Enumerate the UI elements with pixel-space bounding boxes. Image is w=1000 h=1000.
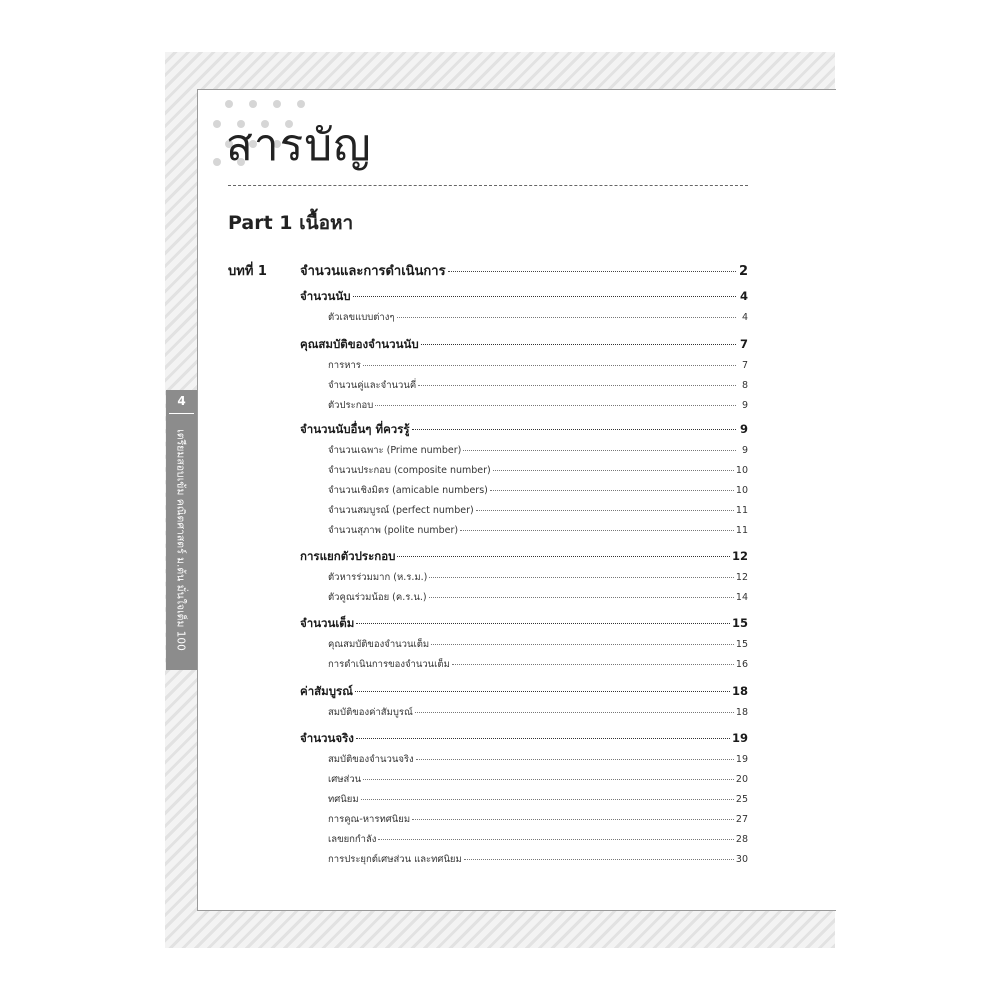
toc-section-entry[interactable] <box>300 421 748 439</box>
toc-subsection-page: 9 <box>741 445 748 456</box>
toc-section-entry[interactable] <box>300 615 748 633</box>
dot-leader <box>429 597 734 598</box>
toc-subsection-title: จำนวนสมบูรณ์ (perfect number) <box>328 505 474 516</box>
chapter-label: บทที่ 1 <box>228 264 267 279</box>
toc-subsection-title: สมบัติของค่าสัมบูรณ์ <box>328 707 413 718</box>
toc-section-entry[interactable] <box>300 548 748 566</box>
toc-section-title: การแยกตัวประกอบ <box>300 549 396 563</box>
toc-subsection-entry[interactable] <box>328 503 748 518</box>
side-tab <box>166 390 197 670</box>
dot-leader <box>460 530 734 531</box>
toc-subsection-page: 25 <box>735 794 748 805</box>
side-separator <box>169 413 194 414</box>
toc-section-title: คุณสมบัติของจำนวนนับ <box>300 337 419 351</box>
toc-subsection-page: 30 <box>735 854 748 865</box>
dot-leader <box>490 490 734 491</box>
toc-section-title: จำนวนนับ <box>300 289 351 303</box>
toc-subsection-entry[interactable] <box>328 570 748 585</box>
dot-leader <box>429 577 734 578</box>
toc-section-entry[interactable] <box>300 730 748 748</box>
dot-leader <box>412 819 734 820</box>
toc-subsection-entry[interactable] <box>328 705 748 720</box>
dot-leader <box>415 712 734 713</box>
toc-subsection-page: 4 <box>741 312 748 323</box>
toc-subsection-title: ตัวหารร่วมมาก (ห.ร.ม.) <box>328 572 428 583</box>
toc-subsection-title: คุณสมบัติของจำนวนเต็ม <box>328 639 430 650</box>
dot-leader <box>375 405 736 406</box>
toc-section-title: จำนวนนับอื่นๆ ที่ควรรู้ <box>300 422 410 436</box>
toc-subsection-page: 11 <box>735 525 748 536</box>
toc-section-title: จำนวนจริง <box>300 731 354 745</box>
part-heading: Part 1 เนื้อหา <box>228 212 354 234</box>
toc-subsection-entry[interactable] <box>328 637 748 652</box>
toc-subsection-entry[interactable] <box>328 752 748 767</box>
toc-subsection-entry[interactable] <box>328 772 748 787</box>
toc-subsection-entry[interactable] <box>328 463 748 478</box>
side-book-title: เตรียมสอบเข้ม คณิตศาสตร์ ม.ต้น มั่นใจเต็ม 100 <box>174 429 187 651</box>
toc-subsection-entry[interactable] <box>328 852 748 867</box>
toc-subsection-entry[interactable] <box>328 812 748 827</box>
dot-leader <box>431 644 734 645</box>
toc-section-entry[interactable] <box>300 683 748 701</box>
dot-leader <box>416 759 734 760</box>
toc-subsection-page: 18 <box>735 707 748 718</box>
dot-leader <box>363 779 734 780</box>
toc-subsection-title: การหาร <box>328 360 361 371</box>
dot-leader <box>353 296 736 297</box>
toc-subsection-entry[interactable] <box>328 483 748 498</box>
dot-leader <box>356 738 730 739</box>
toc-subsection-page: 16 <box>735 659 748 670</box>
toc-subsection-page: 9 <box>741 400 748 411</box>
toc-subsection-entry[interactable] <box>328 378 748 393</box>
toc-subsection-page: 7 <box>741 360 748 371</box>
toc-subsection-page: 10 <box>735 465 748 476</box>
toc-subsection-page: 10 <box>735 485 748 496</box>
toc-subsection-title: ตัวเลขแบบต่างๆ <box>328 312 395 323</box>
toc-subsection-title: สมบัติของจำนวนจริง <box>328 754 414 765</box>
toc-subsection-title: จำนวนเฉพาะ (Prime number) <box>328 445 462 456</box>
toc-chapter-page: 2 <box>738 264 748 279</box>
toc-section-page: 18 <box>731 684 748 698</box>
title-divider <box>228 185 748 186</box>
dot-leader <box>397 317 737 318</box>
toc-subsection-page: 14 <box>735 592 748 603</box>
dot-leader <box>397 556 730 557</box>
dot-leader <box>378 839 733 840</box>
dot-leader <box>363 365 736 366</box>
dot-leader <box>452 664 734 665</box>
side-page-number: 4 <box>177 394 186 408</box>
toc-subsection-page: 27 <box>735 814 748 825</box>
toc-chapter-title: จำนวนและการดำเนินการ <box>300 264 446 279</box>
toc-subsection-entry[interactable] <box>328 523 748 538</box>
toc-subsection-title: ตัวคูณร่วมน้อย (ค.ร.น.) <box>328 592 427 603</box>
page-title: สารบัญ <box>226 120 372 171</box>
toc-subsection-title: จำนวนสุภาพ (polite number) <box>328 525 459 536</box>
toc-subsection-title: การคูณ-หารทศนิยม <box>328 814 411 825</box>
dot-leader <box>493 470 734 471</box>
toc-section-page: 4 <box>739 289 748 303</box>
toc-subsection-title: เศษส่วน <box>328 774 362 785</box>
toc-subsection-entry[interactable] <box>328 443 748 458</box>
toc-subsection-page: 12 <box>735 572 748 583</box>
toc-subsection-title: เลขยกกำลัง <box>328 834 377 845</box>
toc-section-entry[interactable] <box>300 288 748 306</box>
toc-subsection-entry[interactable] <box>328 358 748 373</box>
toc-subsection-entry[interactable] <box>328 590 748 605</box>
dot-leader <box>418 385 736 386</box>
toc-subsection-page: 11 <box>735 505 748 516</box>
toc-subsection-title: การประยุกต์เศษส่วน และทศนิยม <box>328 854 462 865</box>
toc-section-page: 19 <box>731 731 748 745</box>
toc-subsection-title: จำนวนคู่และจำนวนคี่ <box>328 380 417 391</box>
toc-section-page: 9 <box>739 422 748 436</box>
toc-section-title: ค่าสัมบูรณ์ <box>300 684 353 698</box>
toc-subsection-entry[interactable] <box>328 832 748 847</box>
toc-chapter-entry[interactable] <box>300 260 748 281</box>
toc-section-page: 7 <box>739 337 748 351</box>
toc-subsection-entry[interactable] <box>328 398 748 413</box>
dot-leader <box>361 799 734 800</box>
toc-subsection-page: 15 <box>735 639 748 650</box>
toc-subsection-page: 8 <box>741 380 748 391</box>
dot-leader <box>356 623 730 624</box>
toc-subsection-title: ตัวประกอบ <box>328 400 374 411</box>
toc-section-entry[interactable] <box>300 336 748 354</box>
dot-leader <box>476 510 734 511</box>
toc-subsection-title: การดำเนินการของจำนวนเต็ม <box>328 659 450 670</box>
toc-subsection-entry[interactable] <box>328 310 748 325</box>
toc-subsection-title: จำนวนเชิงมิตร (amicable numbers) <box>328 485 488 496</box>
toc-subsection-entry[interactable] <box>328 792 748 807</box>
toc-subsection-page: 28 <box>735 834 748 845</box>
dot-leader <box>412 429 736 430</box>
dot-leader <box>448 271 736 272</box>
dot-leader <box>463 450 736 451</box>
toc-subsection-title: จำนวนประกอบ (composite number) <box>328 465 491 476</box>
toc-subsection-page: 20 <box>735 774 748 785</box>
dot-leader <box>464 859 734 860</box>
toc-subsection-title: ทศนิยม <box>328 794 359 805</box>
toc-section-title: จำนวนเต็ม <box>300 616 355 630</box>
toc-section-page: 15 <box>731 616 748 630</box>
toc-subsection-entry[interactable] <box>328 657 748 672</box>
dot-leader <box>421 344 736 345</box>
dot-leader <box>355 691 730 692</box>
toc-section-page: 12 <box>731 549 748 563</box>
toc-subsection-page: 19 <box>735 754 748 765</box>
